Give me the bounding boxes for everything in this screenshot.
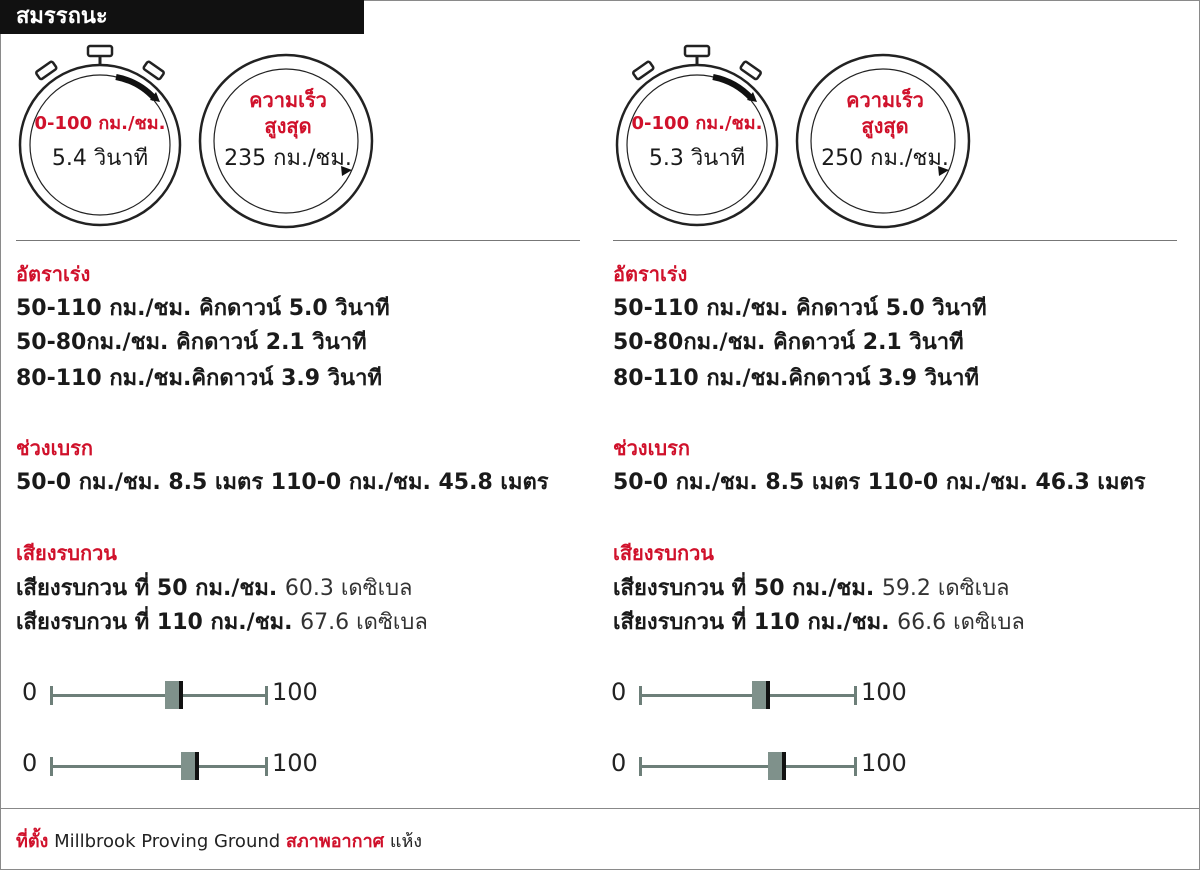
acceleration-title: อัตราเร่ง	[613, 262, 688, 286]
noise-title: เสียงรบกวน	[16, 541, 117, 565]
speed-gauge-label-2: สูงสุด	[264, 114, 312, 138]
noise-line-110	[613, 604, 1025, 639]
noise-level-bar	[22, 745, 342, 785]
accel-gauge-value: 5.4 วินาที	[51, 146, 149, 171]
accel-gauge-value: 5.3 วินาที	[648, 146, 746, 171]
location-label: ที่ตั้ง	[16, 831, 49, 852]
column-right	[597, 0, 1197, 808]
scale-max-label: 100	[861, 678, 907, 706]
noise-label: เสียงรบกวน ที่ 50 กม./ชม.	[613, 576, 875, 601]
scale-min-label: 0	[22, 678, 38, 706]
scale-track	[639, 694, 857, 697]
scale-track	[639, 765, 857, 768]
stopwatch-gauge	[16, 44, 184, 224]
scale-max-label: 100	[861, 749, 907, 777]
speed-gauge	[793, 44, 977, 224]
level-marker	[766, 681, 770, 709]
stopwatch-gauge	[613, 44, 781, 224]
scale-end-cap	[265, 757, 268, 776]
braking-title: ช่วงเบรก	[16, 436, 93, 460]
braking-line: 50-0 กม./ชม. 8.5 เมตร 110-0 กม./ชม. 46.3 เมตร	[613, 470, 1146, 495]
scale-track	[50, 694, 268, 697]
column-left	[0, 0, 600, 808]
level-marker	[179, 681, 183, 709]
footer-divider	[0, 808, 1200, 809]
noise-value: 60.3 เดซิเบล	[284, 576, 413, 601]
noise-title: เสียงรบกวน	[613, 541, 714, 565]
speed-gauge	[196, 44, 380, 224]
scale-end-cap	[854, 757, 857, 776]
noise-line-50	[613, 570, 1010, 605]
speed-gauge-label-2: สูงสุด	[861, 114, 909, 138]
level-marker	[782, 752, 786, 780]
acceleration-line: 50-110 กม./ชม. คิกดาวน์ 5.0 วินาที	[613, 296, 987, 321]
noise-line-110	[16, 604, 428, 639]
noise-level-bar	[611, 745, 931, 785]
scale-track	[50, 765, 268, 768]
braking-line: 50-0 กม./ชม. 8.5 เมตร 110-0 กม./ชม. 45.8 เมตร	[16, 470, 549, 495]
acceleration-line: 50-80กม./ชม. คิกดาวน์ 2.1 วินาที	[16, 330, 367, 355]
braking-title: ช่วงเบรก	[613, 436, 690, 460]
noise-value: 67.6 เดซิเบล	[300, 610, 428, 635]
scale-max-label: 100	[272, 749, 318, 777]
scale-min-label: 0	[611, 678, 627, 706]
acceleration-title: อัตราเร่ง	[16, 262, 91, 286]
noise-label: เสียงรบกวน ที่ 110 กม./ชม.	[613, 610, 890, 635]
divider	[16, 240, 580, 241]
acceleration-line: 80-110 กม./ชม.คิกดาวน์ 3.9 วินาที	[16, 366, 382, 391]
location-value: Millbrook Proving Ground	[54, 831, 281, 852]
speed-gauge-value: 235 กม./ชม.	[224, 146, 352, 171]
acceleration-line: 80-110 กม./ชม.คิกดาวน์ 3.9 วินาที	[613, 366, 979, 391]
weather-label: สภาพอากาศ	[285, 831, 385, 852]
weather-value: แห้ง	[389, 831, 423, 852]
speed-gauge-label-1: ความเร็ว	[249, 88, 327, 112]
acceleration-line: 50-80กม./ชม. คิกดาวน์ 2.1 วินาที	[613, 330, 964, 355]
acceleration-line: 50-110 กม./ชม. คิกดาวน์ 5.0 วินาที	[16, 296, 390, 321]
scale-min-label: 0	[22, 749, 38, 777]
noise-level-bar	[611, 674, 931, 714]
accel-gauge-label: 0-100 กม./ชม.	[34, 113, 166, 134]
noise-value: 59.2 เดซิเบล	[881, 576, 1010, 601]
scale-min-label: 0	[611, 749, 627, 777]
noise-value: 66.6 เดซิเบล	[897, 610, 1025, 635]
speed-gauge-label-1: ความเร็ว	[846, 88, 924, 112]
section-title: สมรรถนะ	[16, 4, 108, 29]
accel-gauge-label: 0-100 กม./ชม.	[631, 113, 763, 134]
noise-line-50	[16, 570, 413, 605]
scale-end-cap	[265, 686, 268, 705]
level-marker	[195, 752, 199, 780]
scale-end-cap	[854, 686, 857, 705]
scale-max-label: 100	[272, 678, 318, 706]
noise-label: เสียงรบกวน ที่ 110 กม./ชม.	[16, 610, 293, 635]
speed-gauge-value: 250 กม./ชม.	[821, 146, 949, 171]
footer	[16, 826, 422, 855]
divider	[613, 240, 1177, 241]
noise-level-bar	[22, 674, 342, 714]
noise-label: เสียงรบกวน ที่ 50 กม./ชม.	[16, 576, 278, 601]
